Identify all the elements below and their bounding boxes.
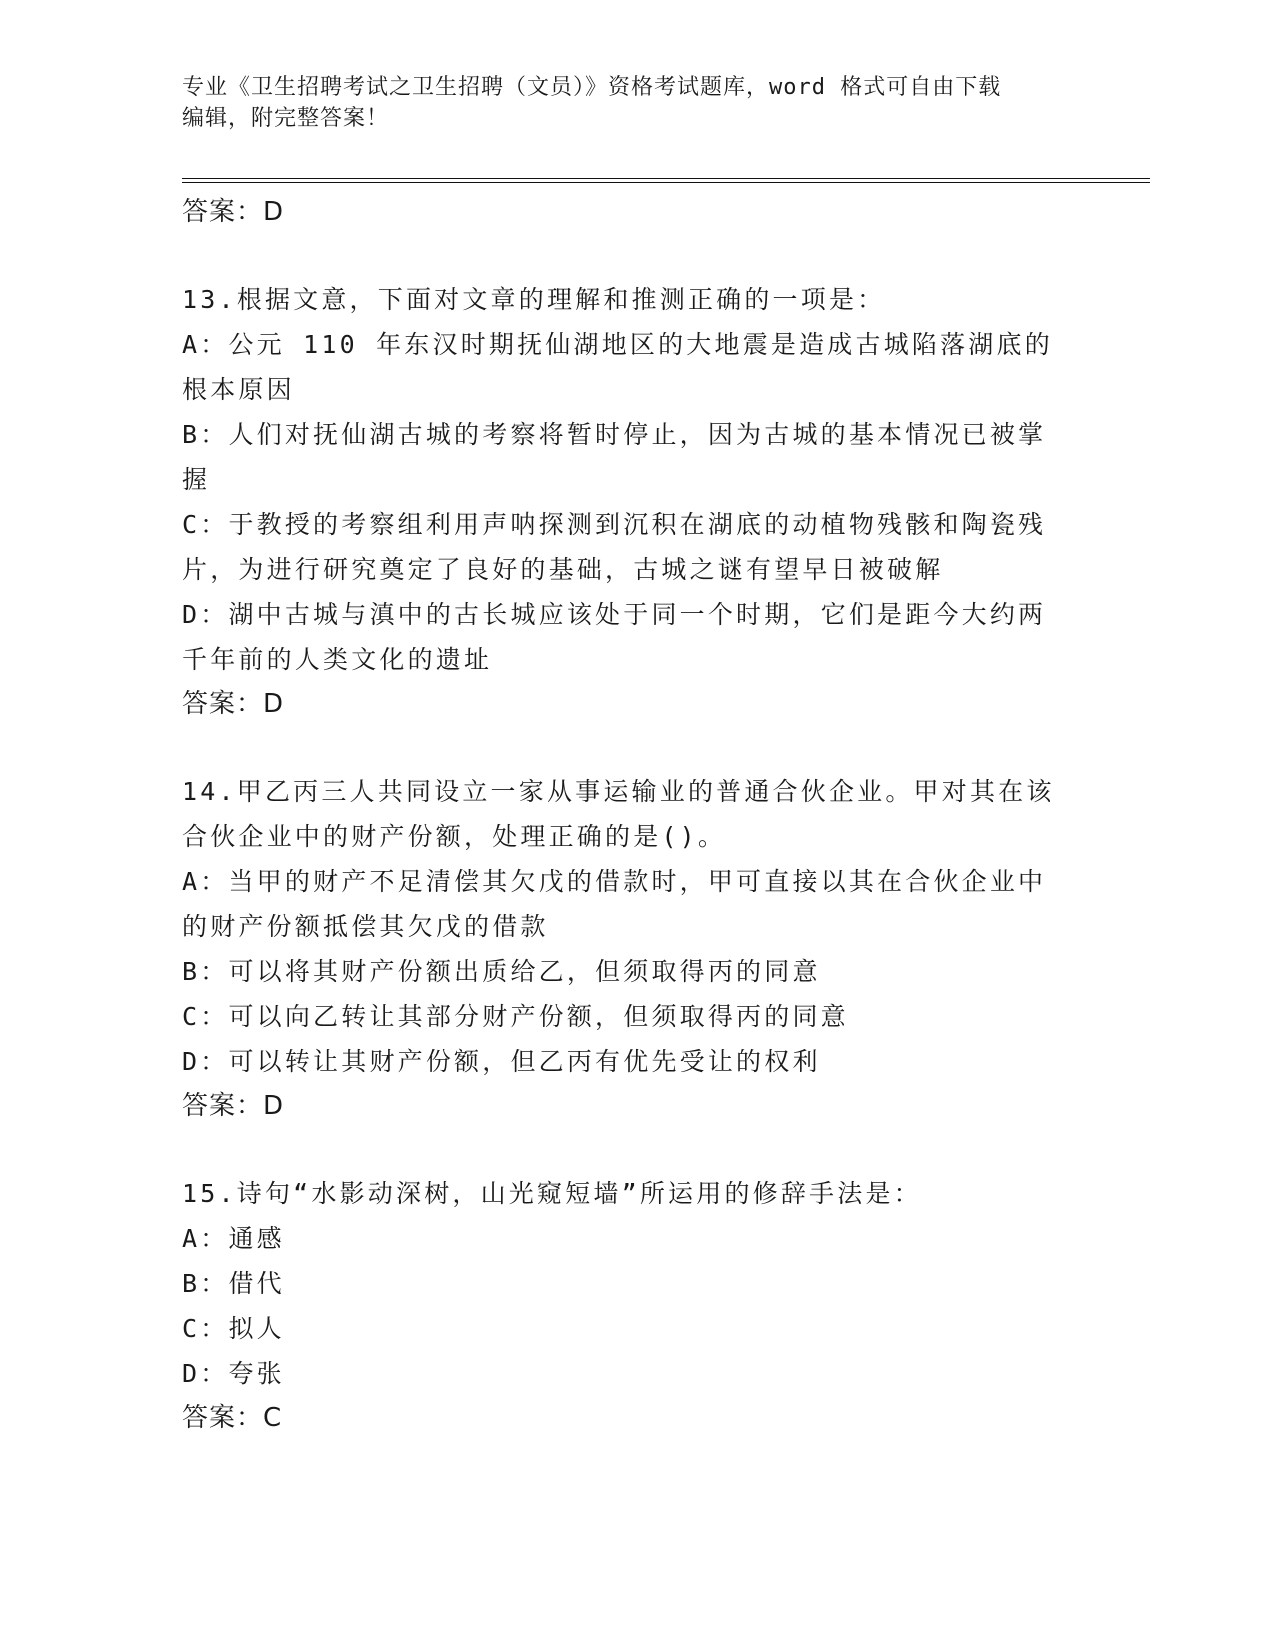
option-b: B：借代 bbox=[182, 1269, 285, 1298]
question-15 bbox=[182, 1171, 1062, 1441]
question-14 bbox=[182, 769, 1062, 1129]
spacer bbox=[182, 235, 1062, 277]
question-list bbox=[182, 190, 1062, 1441]
answer: 答案：D bbox=[182, 1091, 285, 1121]
option-c: C：于教授的考察组利用声呐探测到沉积在湖底的动植物残骸和陶瓷残片，为进行研究奠定了良好的基础，古城之谜有望早日被破解 bbox=[182, 510, 1047, 584]
header-line-1: 专业《卫生招聘考试之卫生招聘（文员）》资格考试题库，word 格式可自由下载 bbox=[182, 75, 1002, 100]
option-d: D：可以转让其财产份额，但乙丙有优先受让的权利 bbox=[182, 1047, 821, 1076]
previous-answer: 答案：D bbox=[182, 197, 285, 227]
spacer bbox=[182, 1129, 1062, 1171]
question-text: 14.甲乙丙三人共同设立一家从事运输业的普通合伙企业。甲对其在该合伙企业中的财产份额，处理正确的是()。 bbox=[182, 777, 1055, 851]
header-divider-bottom bbox=[182, 182, 1150, 183]
answer: 答案：D bbox=[182, 689, 285, 719]
question-13 bbox=[182, 277, 1062, 727]
option-b: B：可以将其财产份额出质给乙，但须取得丙的同意 bbox=[182, 957, 821, 986]
question-text: 13.根据文意，下面对文章的理解和推测正确的一项是： bbox=[182, 285, 886, 314]
option-a: A：当甲的财产不足清偿其欠戊的借款时，甲可直接以其在合伙企业中的财产份额抵偿其欠戊的借款 bbox=[182, 867, 1047, 941]
option-b: B：人们对抚仙湖古城的考察将暂时停止，因为古城的基本情况已被掌握 bbox=[182, 420, 1047, 494]
question-text: 15.诗句“水影动深树，山光窥短墙”所运用的修辞手法是： bbox=[182, 1179, 922, 1208]
option-a: A：公元 110 年东汉时期抚仙湖地区的大地震是造成古城陷落湖底的根本原因 bbox=[182, 330, 1053, 404]
header-line-2: 编辑，附完整答案！ bbox=[182, 106, 390, 131]
option-a: A：通感 bbox=[182, 1224, 285, 1253]
page-header bbox=[182, 72, 1062, 134]
option-c: C：可以向乙转让其部分财产份额，但须取得丙的同意 bbox=[182, 1002, 849, 1031]
answer: 答案：C bbox=[182, 1403, 283, 1433]
option-d: D：湖中古城与滇中的古长城应该处于同一个时期，它们是距今大约两千年前的人类文化的遗址 bbox=[182, 600, 1047, 674]
option-d: D：夸张 bbox=[182, 1359, 285, 1388]
header-divider-top bbox=[182, 178, 1150, 179]
option-c: C：拟人 bbox=[182, 1314, 285, 1343]
spacer bbox=[182, 727, 1062, 769]
